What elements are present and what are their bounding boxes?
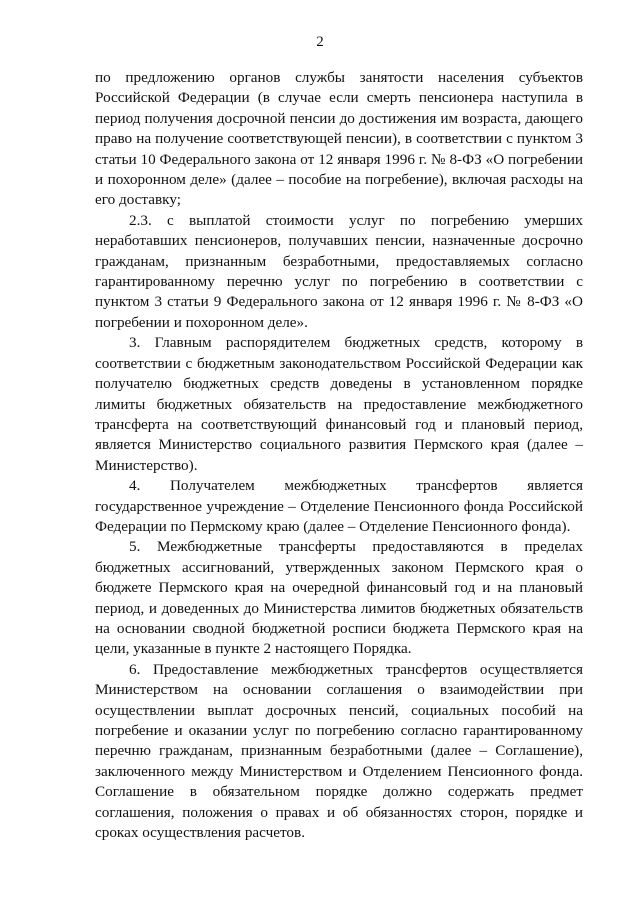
document-body	[95, 68, 583, 843]
paragraph-4: 4. Получателем межбюджетных трансфертов является государственное учреждение – Отделение Пенсионного фонда Российской Федерации по Пермскому краю (далее – Отделение Пенсионного фонда).	[95, 477, 583, 535]
paragraph-continuation: по предложению органов службы занятости населения субъектов Российской Федерации (в случае если смерть пенсионера наступила в период получения досрочной пенсии до достижения им возраста, дающего право на получение соответствующей пенсии), в соответствии с пунктом 3 статьи 10 Федерального закона от 12 января 1996 г. № 8-ФЗ «О погребении и похоронном деле» (далее – пособие на погребение), включая расходы на его доставку;	[95, 69, 583, 209]
paragraph-6: 6. Предоставление межбюджетных трансфертов осуществляется Министерством на основании соглашения о взаимодействии при осуществлении выплат досрочных пенсий, социальных пособий на погребение и оказании услуг по погребению согласно гарантированному перечню гражданам, признанным безработными (далее – Соглашение), заключенного между Министерством и Отделением Пенсионного фонда. Соглашение в обязательном порядке должно содержать предмет соглашения, положения о правах и об обязанностях сторон, порядке и сроках осуществления расчетов.	[95, 660, 583, 842]
page-number: 2	[316, 34, 324, 50]
paragraph-3: 3. Главным распорядителем бюджетных средств, которому в соответствии с бюджетным законодательством Российской Федерации как получателю бюджетных средств доведены в установленном порядке лимиты бюджетных обязательств на предоставление межбюджетного трансферта на соответствующий финансовый год и плановый период, является Министерство социального развития Пермского края (далее – Министерство).	[95, 334, 583, 474]
paragraph-5: 5. Межбюджетные трансферты предоставляются в пределах бюджетных ассигнований, утвержденных законом Пермского края о бюджете Пермского края на очередной финансовый год и на плановый период, и доведенных до Министерства лимитов бюджетных обязательств на основании сводной бюджетной росписи бюджета Пермского края на цели, указанные в пункте 2 настоящего Порядка.	[95, 538, 583, 658]
paragraph-2-3: 2.3. с выплатой стоимости услуг по погребению умерших неработавших пенсионеров, получавших пенсии, назначенные досрочно гражданам, признанным безработными, предоставляемых согласно гарантированному перечню услуг по погребению в соответствии с пунктом 3 статьи 9 Федерального закона от 12 января 1996 г. № 8-ФЗ «О погребении и похоронном деле».	[95, 211, 583, 331]
